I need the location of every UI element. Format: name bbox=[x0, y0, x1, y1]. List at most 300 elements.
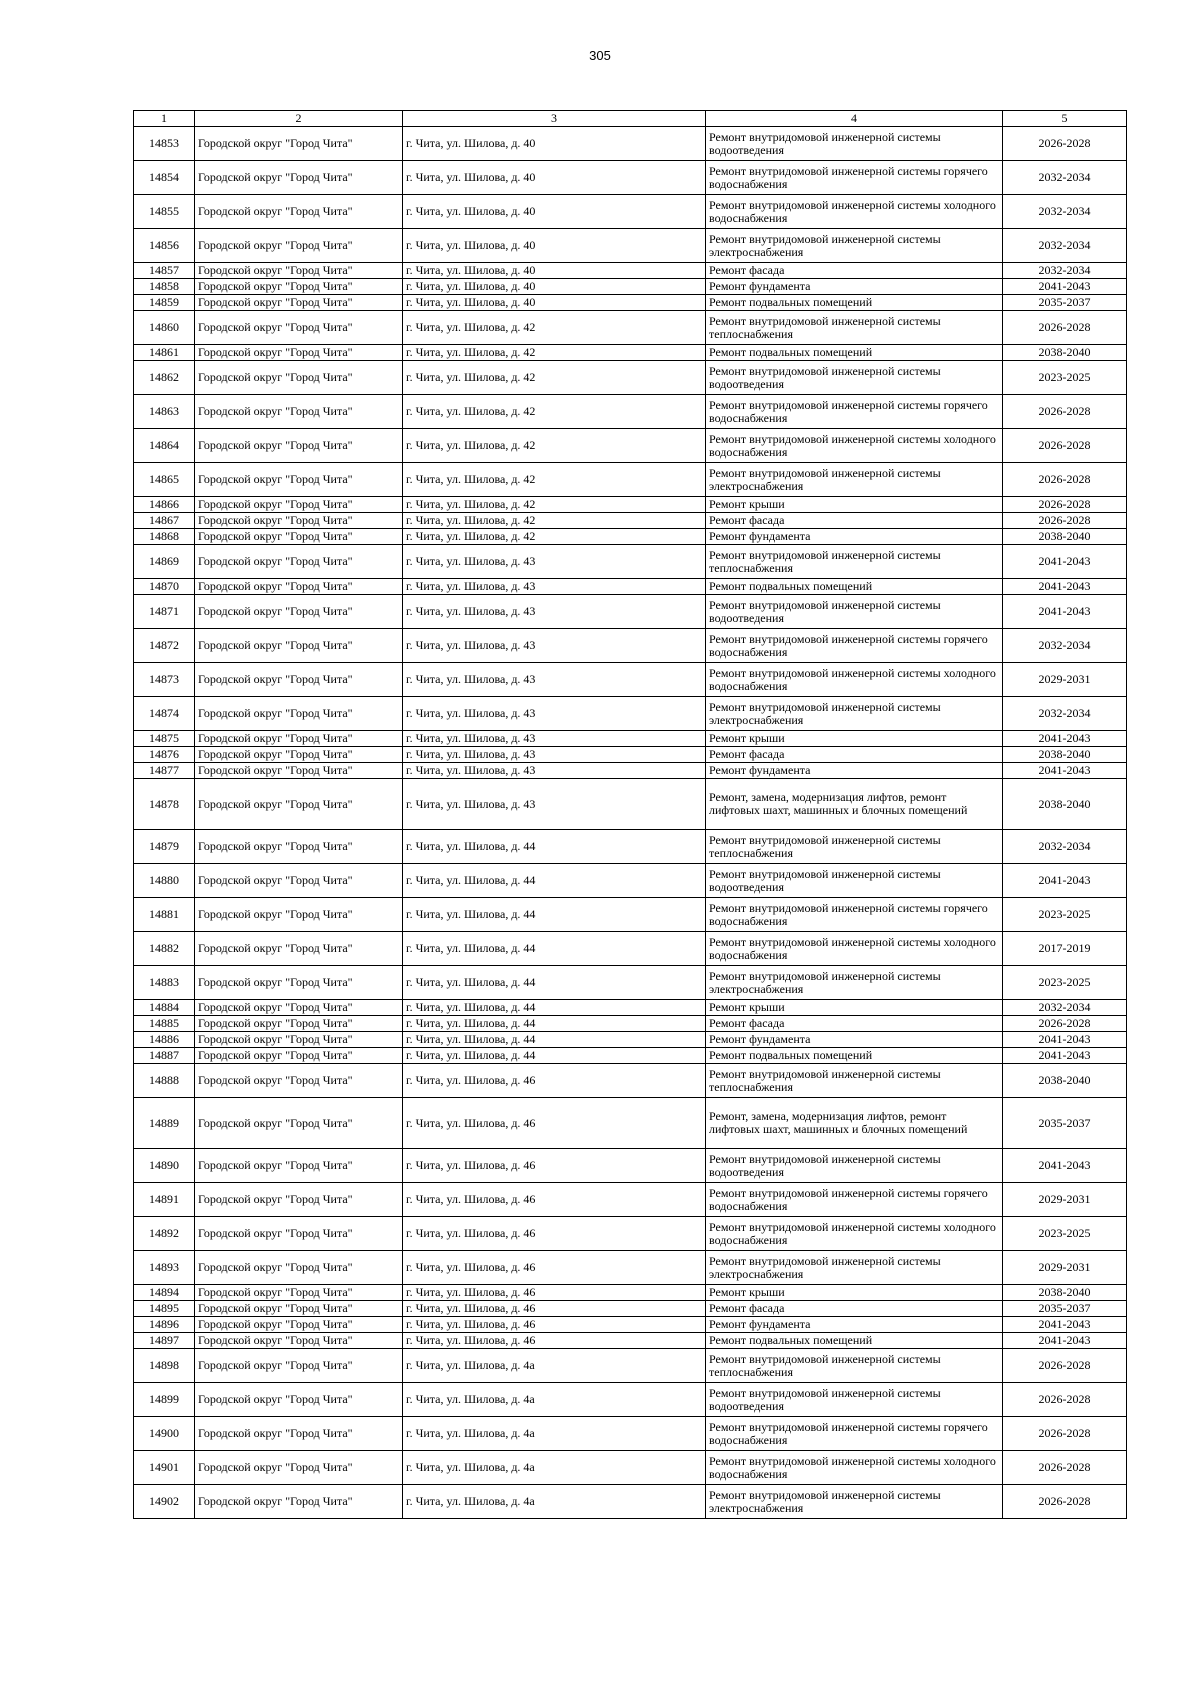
municipality-cell: Городской округ "Город Чита" bbox=[195, 195, 403, 229]
address-cell: г. Чита, ул. Шилова, д. 43 bbox=[403, 747, 706, 763]
work-type-cell: Ремонт внутридомовой инженерной системы водоотведения bbox=[706, 864, 1003, 898]
table-row bbox=[134, 663, 1127, 697]
work-type-cell: Ремонт внутридомовой инженерной системы электроснабжения bbox=[706, 1485, 1003, 1519]
table-row bbox=[134, 763, 1127, 779]
period-cell: 2038-2040 bbox=[1003, 1064, 1127, 1098]
period-cell: 2038-2040 bbox=[1003, 1285, 1127, 1301]
period-cell: 2041-2043 bbox=[1003, 1032, 1127, 1048]
column-number-3: 3 bbox=[403, 111, 706, 127]
address-cell: г. Чита, ул. Шилова, д. 43 bbox=[403, 763, 706, 779]
work-type-cell: Ремонт внутридомовой инженерной системы электроснабжения bbox=[706, 1251, 1003, 1285]
work-type-cell: Ремонт внутридомовой инженерной системы водоотведения bbox=[706, 361, 1003, 395]
table-row bbox=[134, 595, 1127, 629]
municipality-cell: Городской округ "Город Чита" bbox=[195, 311, 403, 345]
table-row bbox=[134, 295, 1127, 311]
address-cell: г. Чита, ул. Шилова, д. 44 bbox=[403, 864, 706, 898]
municipality-cell: Городской округ "Город Чита" bbox=[195, 127, 403, 161]
column-number-2: 2 bbox=[195, 111, 403, 127]
period-cell: 2026-2028 bbox=[1003, 311, 1127, 345]
address-cell: г. Чита, ул. Шилова, д. 44 bbox=[403, 830, 706, 864]
period-cell: 2032-2034 bbox=[1003, 161, 1127, 195]
table-row bbox=[134, 513, 1127, 529]
row-number: 14883 bbox=[134, 966, 195, 1000]
address-cell: г. Чита, ул. Шилова, д. 46 bbox=[403, 1251, 706, 1285]
table-row bbox=[134, 463, 1127, 497]
table-row bbox=[134, 1451, 1127, 1485]
municipality-cell: Городской округ "Город Чита" bbox=[195, 1333, 403, 1349]
municipality-cell: Городской округ "Город Чита" bbox=[195, 629, 403, 663]
municipality-cell: Городской округ "Город Чита" bbox=[195, 1048, 403, 1064]
address-cell: г. Чита, ул. Шилова, д. 40 bbox=[403, 195, 706, 229]
address-cell: г. Чита, ул. Шилова, д. 46 bbox=[403, 1285, 706, 1301]
work-type-cell: Ремонт внутридомовой инженерной системы холодного водоснабжения bbox=[706, 429, 1003, 463]
address-cell: г. Чита, ул. Шилова, д. 40 bbox=[403, 295, 706, 311]
row-number: 14882 bbox=[134, 932, 195, 966]
municipality-cell: Городской округ "Город Чита" bbox=[195, 395, 403, 429]
address-cell: г. Чита, ул. Шилова, д. 46 bbox=[403, 1183, 706, 1217]
period-cell: 2026-2028 bbox=[1003, 1383, 1127, 1417]
row-number: 14881 bbox=[134, 898, 195, 932]
municipality-cell: Городской округ "Город Чита" bbox=[195, 545, 403, 579]
page-number: 305 bbox=[589, 48, 611, 63]
table-row bbox=[134, 1349, 1127, 1383]
municipality-cell: Городской округ "Город Чита" bbox=[195, 830, 403, 864]
table-row bbox=[134, 195, 1127, 229]
address-cell: г. Чита, ул. Шилова, д. 40 bbox=[403, 127, 706, 161]
period-cell: 2026-2028 bbox=[1003, 395, 1127, 429]
work-type-cell: Ремонт внутридомовой инженерной системы горячего водоснабжения bbox=[706, 898, 1003, 932]
work-type-cell: Ремонт внутридомовой инженерной системы горячего водоснабжения bbox=[706, 1417, 1003, 1451]
row-number: 14862 bbox=[134, 361, 195, 395]
work-type-cell: Ремонт фасада bbox=[706, 263, 1003, 279]
table-row bbox=[134, 127, 1127, 161]
address-cell: г. Чита, ул. Шилова, д. 46 bbox=[403, 1217, 706, 1251]
row-number: 14856 bbox=[134, 229, 195, 263]
address-cell: г. Чита, ул. Шилова, д. 43 bbox=[403, 595, 706, 629]
work-type-cell: Ремонт фасада bbox=[706, 1301, 1003, 1317]
municipality-cell: Городской округ "Город Чита" bbox=[195, 966, 403, 1000]
period-cell: 2026-2028 bbox=[1003, 463, 1127, 497]
row-number: 14884 bbox=[134, 1000, 195, 1016]
period-cell: 2041-2043 bbox=[1003, 595, 1127, 629]
municipality-cell: Городской округ "Город Чита" bbox=[195, 595, 403, 629]
municipality-cell: Городской округ "Город Чита" bbox=[195, 1285, 403, 1301]
table-row bbox=[134, 311, 1127, 345]
row-number: 14888 bbox=[134, 1064, 195, 1098]
row-number: 14867 bbox=[134, 513, 195, 529]
municipality-cell: Городской округ "Город Чита" bbox=[195, 864, 403, 898]
period-cell: 2026-2028 bbox=[1003, 1016, 1127, 1032]
row-number: 14899 bbox=[134, 1383, 195, 1417]
address-cell: г. Чита, ул. Шилова, д. 46 bbox=[403, 1317, 706, 1333]
table-row bbox=[134, 1098, 1127, 1149]
municipality-cell: Городской округ "Город Чита" bbox=[195, 663, 403, 697]
period-cell: 2032-2034 bbox=[1003, 229, 1127, 263]
period-cell: 2023-2025 bbox=[1003, 966, 1127, 1000]
address-cell: г. Чита, ул. Шилова, д. 43 bbox=[403, 731, 706, 747]
address-cell: г. Чита, ул. Шилова, д. 40 bbox=[403, 263, 706, 279]
municipality-cell: Городской округ "Город Чита" bbox=[195, 1485, 403, 1519]
row-number: 14876 bbox=[134, 747, 195, 763]
period-cell: 2032-2034 bbox=[1003, 263, 1127, 279]
address-cell: г. Чита, ул. Шилова, д. 43 bbox=[403, 779, 706, 830]
work-type-cell: Ремонт фундамента bbox=[706, 279, 1003, 295]
row-number: 14890 bbox=[134, 1149, 195, 1183]
period-cell: 2032-2034 bbox=[1003, 830, 1127, 864]
period-cell: 2035-2037 bbox=[1003, 295, 1127, 311]
municipality-cell: Городской округ "Город Чита" bbox=[195, 1149, 403, 1183]
work-type-cell: Ремонт крыши bbox=[706, 497, 1003, 513]
row-number: 14871 bbox=[134, 595, 195, 629]
row-number: 14889 bbox=[134, 1098, 195, 1149]
table-row bbox=[134, 1149, 1127, 1183]
work-type-cell: Ремонт подвальных помещений bbox=[706, 579, 1003, 595]
municipality-cell: Городской округ "Город Чита" bbox=[195, 1217, 403, 1251]
work-type-cell: Ремонт подвальных помещений bbox=[706, 1048, 1003, 1064]
row-number: 14886 bbox=[134, 1032, 195, 1048]
row-number: 14873 bbox=[134, 663, 195, 697]
row-number: 14901 bbox=[134, 1451, 195, 1485]
work-type-cell: Ремонт фундамента bbox=[706, 529, 1003, 545]
period-cell: 2023-2025 bbox=[1003, 361, 1127, 395]
work-type-cell: Ремонт фундамента bbox=[706, 1032, 1003, 1048]
municipality-cell: Городской округ "Город Чита" bbox=[195, 763, 403, 779]
work-type-cell: Ремонт внутридомовой инженерной системы холодного водоснабжения bbox=[706, 1217, 1003, 1251]
row-number: 14874 bbox=[134, 697, 195, 731]
row-number: 14860 bbox=[134, 311, 195, 345]
row-number: 14870 bbox=[134, 579, 195, 595]
table-row bbox=[134, 263, 1127, 279]
work-type-cell: Ремонт внутридомовой инженерной системы водоотведения bbox=[706, 1383, 1003, 1417]
work-type-cell: Ремонт крыши bbox=[706, 731, 1003, 747]
period-cell: 2023-2025 bbox=[1003, 1217, 1127, 1251]
table-row bbox=[134, 1016, 1127, 1032]
municipality-cell: Городской округ "Город Чита" bbox=[195, 1417, 403, 1451]
address-cell: г. Чита, ул. Шилова, д. 42 bbox=[403, 463, 706, 497]
period-cell: 2023-2025 bbox=[1003, 898, 1127, 932]
municipality-cell: Городской округ "Город Чита" bbox=[195, 1251, 403, 1285]
table-row bbox=[134, 830, 1127, 864]
table-row bbox=[134, 497, 1127, 513]
work-type-cell: Ремонт внутридомовой инженерной системы теплоснабжения bbox=[706, 545, 1003, 579]
address-cell: г. Чита, ул. Шилова, д. 4а bbox=[403, 1417, 706, 1451]
period-cell: 2038-2040 bbox=[1003, 747, 1127, 763]
table-row bbox=[134, 345, 1127, 361]
municipality-cell: Городской округ "Город Чита" bbox=[195, 1383, 403, 1417]
table-row bbox=[134, 697, 1127, 731]
table-row bbox=[134, 747, 1127, 763]
municipality-cell: Городской округ "Город Чита" bbox=[195, 513, 403, 529]
period-cell: 2041-2043 bbox=[1003, 864, 1127, 898]
municipality-cell: Городской округ "Город Чита" bbox=[195, 361, 403, 395]
table-row bbox=[134, 279, 1127, 295]
address-cell: г. Чита, ул. Шилова, д. 43 bbox=[403, 629, 706, 663]
address-cell: г. Чита, ул. Шилова, д. 44 bbox=[403, 1000, 706, 1016]
work-type-cell: Ремонт внутридомовой инженерной системы холодного водоснабжения bbox=[706, 1451, 1003, 1485]
column-number-row bbox=[134, 111, 1127, 127]
work-type-cell: Ремонт фундамента bbox=[706, 763, 1003, 779]
work-type-cell: Ремонт подвальных помещений bbox=[706, 1333, 1003, 1349]
period-cell: 2017-2019 bbox=[1003, 932, 1127, 966]
table-row bbox=[134, 864, 1127, 898]
work-type-cell: Ремонт внутридомовой инженерной системы водоотведения bbox=[706, 1149, 1003, 1183]
row-number: 14894 bbox=[134, 1285, 195, 1301]
table-row bbox=[134, 1485, 1127, 1519]
column-number-4: 4 bbox=[706, 111, 1003, 127]
period-cell: 2041-2043 bbox=[1003, 579, 1127, 595]
address-cell: г. Чита, ул. Шилова, д. 43 bbox=[403, 697, 706, 731]
municipality-cell: Городской округ "Город Чита" bbox=[195, 1000, 403, 1016]
address-cell: г. Чита, ул. Шилова, д. 42 bbox=[403, 311, 706, 345]
municipality-cell: Городской округ "Город Чита" bbox=[195, 731, 403, 747]
work-type-cell: Ремонт, замена, модернизация лифтов, ремонт лифтовых шахт, машинных и блочных помещений bbox=[706, 779, 1003, 830]
period-cell: 2035-2037 bbox=[1003, 1098, 1127, 1149]
address-cell: г. Чита, ул. Шилова, д. 44 bbox=[403, 966, 706, 1000]
period-cell: 2041-2043 bbox=[1003, 545, 1127, 579]
work-type-cell: Ремонт внутридомовой инженерной системы горячего водоснабжения bbox=[706, 161, 1003, 195]
address-cell: г. Чита, ул. Шилова, д. 44 bbox=[403, 1032, 706, 1048]
row-number: 14855 bbox=[134, 195, 195, 229]
table-row bbox=[134, 1032, 1127, 1048]
period-cell: 2041-2043 bbox=[1003, 1317, 1127, 1333]
period-cell: 2038-2040 bbox=[1003, 345, 1127, 361]
row-number: 14879 bbox=[134, 830, 195, 864]
row-number: 14853 bbox=[134, 127, 195, 161]
work-type-cell: Ремонт внутридомовой инженерной системы горячего водоснабжения bbox=[706, 395, 1003, 429]
period-cell: 2041-2043 bbox=[1003, 763, 1127, 779]
row-number: 14902 bbox=[134, 1485, 195, 1519]
table-row bbox=[134, 229, 1127, 263]
period-cell: 2041-2043 bbox=[1003, 731, 1127, 747]
address-cell: г. Чита, ул. Шилова, д. 46 bbox=[403, 1064, 706, 1098]
table-row bbox=[134, 1285, 1127, 1301]
work-type-cell: Ремонт крыши bbox=[706, 1285, 1003, 1301]
address-cell: г. Чита, ул. Шилова, д. 40 bbox=[403, 229, 706, 263]
table-row bbox=[134, 1064, 1127, 1098]
period-cell: 2026-2028 bbox=[1003, 127, 1127, 161]
table-row bbox=[134, 429, 1127, 463]
row-number: 14893 bbox=[134, 1251, 195, 1285]
period-cell: 2041-2043 bbox=[1003, 1333, 1127, 1349]
row-number: 14861 bbox=[134, 345, 195, 361]
address-cell: г. Чита, ул. Шилова, д. 46 bbox=[403, 1149, 706, 1183]
address-cell: г. Чита, ул. Шилова, д. 44 bbox=[403, 1016, 706, 1032]
work-type-cell: Ремонт внутридомовой инженерной системы электроснабжения bbox=[706, 697, 1003, 731]
work-type-cell: Ремонт, замена, модернизация лифтов, ремонт лифтовых шахт, машинных и блочных помещений bbox=[706, 1098, 1003, 1149]
address-cell: г. Чита, ул. Шилова, д. 40 bbox=[403, 279, 706, 295]
address-cell: г. Чита, ул. Шилова, д. 42 bbox=[403, 395, 706, 429]
period-cell: 2026-2028 bbox=[1003, 497, 1127, 513]
row-number: 14875 bbox=[134, 731, 195, 747]
repair-schedule-table bbox=[133, 110, 1127, 1519]
municipality-cell: Городской округ "Город Чита" bbox=[195, 1451, 403, 1485]
period-cell: 2041-2043 bbox=[1003, 279, 1127, 295]
table-row bbox=[134, 545, 1127, 579]
address-cell: г. Чита, ул. Шилова, д. 46 bbox=[403, 1333, 706, 1349]
period-cell: 2026-2028 bbox=[1003, 1417, 1127, 1451]
municipality-cell: Городской округ "Город Чита" bbox=[195, 1349, 403, 1383]
municipality-cell: Городской округ "Город Чита" bbox=[195, 1032, 403, 1048]
row-number: 14891 bbox=[134, 1183, 195, 1217]
municipality-cell: Городской округ "Город Чита" bbox=[195, 161, 403, 195]
table-body bbox=[134, 127, 1127, 1519]
work-type-cell: Ремонт внутридомовой инженерной системы теплоснабжения bbox=[706, 830, 1003, 864]
work-type-cell: Ремонт внутридомовой инженерной системы горячего водоснабжения bbox=[706, 1183, 1003, 1217]
work-type-cell: Ремонт внутридомовой инженерной системы водоотведения bbox=[706, 127, 1003, 161]
address-cell: г. Чита, ул. Шилова, д. 46 bbox=[403, 1098, 706, 1149]
table-row bbox=[134, 629, 1127, 663]
table-row bbox=[134, 779, 1127, 830]
row-number: 14866 bbox=[134, 497, 195, 513]
period-cell: 2041-2043 bbox=[1003, 1048, 1127, 1064]
table-header bbox=[134, 111, 1127, 127]
table-row bbox=[134, 361, 1127, 395]
period-cell: 2026-2028 bbox=[1003, 1485, 1127, 1519]
municipality-cell: Городской округ "Город Чита" bbox=[195, 1098, 403, 1149]
municipality-cell: Городской округ "Город Чита" bbox=[195, 429, 403, 463]
work-type-cell: Ремонт внутридомовой инженерной системы горячего водоснабжения bbox=[706, 629, 1003, 663]
table-row bbox=[134, 529, 1127, 545]
period-cell: 2029-2031 bbox=[1003, 663, 1127, 697]
address-cell: г. Чита, ул. Шилова, д. 4а bbox=[403, 1485, 706, 1519]
table-row bbox=[134, 898, 1127, 932]
municipality-cell: Городской округ "Город Чита" bbox=[195, 295, 403, 311]
period-cell: 2029-2031 bbox=[1003, 1183, 1127, 1217]
row-number: 14895 bbox=[134, 1301, 195, 1317]
period-cell: 2038-2040 bbox=[1003, 529, 1127, 545]
row-number: 14864 bbox=[134, 429, 195, 463]
period-cell: 2032-2034 bbox=[1003, 1000, 1127, 1016]
address-cell: г. Чита, ул. Шилова, д. 44 bbox=[403, 1048, 706, 1064]
address-cell: г. Чита, ул. Шилова, д. 4а bbox=[403, 1383, 706, 1417]
municipality-cell: Городской округ "Город Чита" bbox=[195, 779, 403, 830]
municipality-cell: Городской округ "Город Чита" bbox=[195, 263, 403, 279]
column-number-5: 5 bbox=[1003, 111, 1127, 127]
municipality-cell: Городской округ "Город Чита" bbox=[195, 747, 403, 763]
municipality-cell: Городской округ "Город Чита" bbox=[195, 1317, 403, 1333]
period-cell: 2026-2028 bbox=[1003, 1349, 1127, 1383]
period-cell: 2041-2043 bbox=[1003, 1149, 1127, 1183]
work-type-cell: Ремонт подвальных помещений bbox=[706, 345, 1003, 361]
work-type-cell: Ремонт подвальных помещений bbox=[706, 295, 1003, 311]
municipality-cell: Городской округ "Город Чита" bbox=[195, 497, 403, 513]
table-row bbox=[134, 966, 1127, 1000]
row-number: 14863 bbox=[134, 395, 195, 429]
work-type-cell: Ремонт внутридомовой инженерной системы электроснабжения bbox=[706, 229, 1003, 263]
work-type-cell: Ремонт крыши bbox=[706, 1000, 1003, 1016]
row-number: 14865 bbox=[134, 463, 195, 497]
address-cell: г. Чита, ул. Шилова, д. 43 bbox=[403, 579, 706, 595]
municipality-cell: Городской округ "Город Чита" bbox=[195, 529, 403, 545]
period-cell: 2026-2028 bbox=[1003, 1451, 1127, 1485]
work-type-cell: Ремонт внутридомовой инженерной системы теплоснабжения bbox=[706, 1064, 1003, 1098]
row-number: 14858 bbox=[134, 279, 195, 295]
municipality-cell: Городской округ "Город Чита" bbox=[195, 1064, 403, 1098]
table-row bbox=[134, 1301, 1127, 1317]
period-cell: 2029-2031 bbox=[1003, 1251, 1127, 1285]
municipality-cell: Городской округ "Город Чита" bbox=[195, 898, 403, 932]
address-cell: г. Чита, ул. Шилова, д. 42 bbox=[403, 361, 706, 395]
address-cell: г. Чита, ул. Шилова, д. 42 bbox=[403, 513, 706, 529]
municipality-cell: Городской округ "Город Чита" bbox=[195, 579, 403, 595]
municipality-cell: Городской округ "Город Чита" bbox=[195, 1016, 403, 1032]
work-type-cell: Ремонт внутридомовой инженерной системы холодного водоснабжения bbox=[706, 195, 1003, 229]
period-cell: 2032-2034 bbox=[1003, 697, 1127, 731]
table-row bbox=[134, 579, 1127, 595]
table-row bbox=[134, 1417, 1127, 1451]
address-cell: г. Чита, ул. Шилова, д. 42 bbox=[403, 345, 706, 361]
period-cell: 2038-2040 bbox=[1003, 779, 1127, 830]
period-cell: 2035-2037 bbox=[1003, 1301, 1127, 1317]
row-number: 14898 bbox=[134, 1349, 195, 1383]
row-number: 14868 bbox=[134, 529, 195, 545]
address-cell: г. Чита, ул. Шилова, д. 44 bbox=[403, 898, 706, 932]
table-row bbox=[134, 1317, 1127, 1333]
table-row bbox=[134, 1048, 1127, 1064]
column-number-1: 1 bbox=[134, 111, 195, 127]
municipality-cell: Городской округ "Город Чита" bbox=[195, 1301, 403, 1317]
work-type-cell: Ремонт внутридомовой инженерной системы электроснабжения bbox=[706, 966, 1003, 1000]
row-number: 14900 bbox=[134, 1417, 195, 1451]
row-number: 14854 bbox=[134, 161, 195, 195]
municipality-cell: Городской округ "Город Чита" bbox=[195, 463, 403, 497]
work-type-cell: Ремонт внутридомовой инженерной системы электроснабжения bbox=[706, 463, 1003, 497]
work-type-cell: Ремонт фасада bbox=[706, 513, 1003, 529]
table-row bbox=[134, 1217, 1127, 1251]
table-row bbox=[134, 932, 1127, 966]
table-row bbox=[134, 731, 1127, 747]
address-cell: г. Чита, ул. Шилова, д. 42 bbox=[403, 429, 706, 463]
table-row bbox=[134, 1183, 1127, 1217]
row-number: 14878 bbox=[134, 779, 195, 830]
municipality-cell: Городской округ "Город Чита" bbox=[195, 1183, 403, 1217]
address-cell: г. Чита, ул. Шилова, д. 44 bbox=[403, 932, 706, 966]
work-type-cell: Ремонт фасада bbox=[706, 1016, 1003, 1032]
municipality-cell: Городской округ "Город Чита" bbox=[195, 229, 403, 263]
address-cell: г. Чита, ул. Шилова, д. 40 bbox=[403, 161, 706, 195]
period-cell: 2026-2028 bbox=[1003, 513, 1127, 529]
table-row bbox=[134, 1333, 1127, 1349]
table-row bbox=[134, 1000, 1127, 1016]
municipality-cell: Городской округ "Город Чита" bbox=[195, 697, 403, 731]
row-number: 14872 bbox=[134, 629, 195, 663]
municipality-cell: Городской округ "Город Чита" bbox=[195, 932, 403, 966]
address-cell: г. Чита, ул. Шилова, д. 4а bbox=[403, 1451, 706, 1485]
table-row bbox=[134, 1251, 1127, 1285]
work-type-cell: Ремонт внутридомовой инженерной системы водоотведения bbox=[706, 595, 1003, 629]
row-number: 14896 bbox=[134, 1317, 195, 1333]
table-row bbox=[134, 1383, 1127, 1417]
work-type-cell: Ремонт внутридомовой инженерной системы теплоснабжения bbox=[706, 311, 1003, 345]
period-cell: 2032-2034 bbox=[1003, 195, 1127, 229]
table-row bbox=[134, 395, 1127, 429]
work-type-cell: Ремонт фасада bbox=[706, 747, 1003, 763]
period-cell: 2026-2028 bbox=[1003, 429, 1127, 463]
municipality-cell: Городской округ "Город Чита" bbox=[195, 345, 403, 361]
row-number: 14857 bbox=[134, 263, 195, 279]
row-number: 14897 bbox=[134, 1333, 195, 1349]
work-type-cell: Ремонт внутридомовой инженерной системы холодного водоснабжения bbox=[706, 663, 1003, 697]
row-number: 14869 bbox=[134, 545, 195, 579]
row-number: 14859 bbox=[134, 295, 195, 311]
address-cell: г. Чита, ул. Шилова, д. 46 bbox=[403, 1301, 706, 1317]
row-number: 14885 bbox=[134, 1016, 195, 1032]
period-cell: 2032-2034 bbox=[1003, 629, 1127, 663]
work-type-cell: Ремонт фундамента bbox=[706, 1317, 1003, 1333]
work-type-cell: Ремонт внутридомовой инженерной системы теплоснабжения bbox=[706, 1349, 1003, 1383]
row-number: 14880 bbox=[134, 864, 195, 898]
work-type-cell: Ремонт внутридомовой инженерной системы холодного водоснабжения bbox=[706, 932, 1003, 966]
